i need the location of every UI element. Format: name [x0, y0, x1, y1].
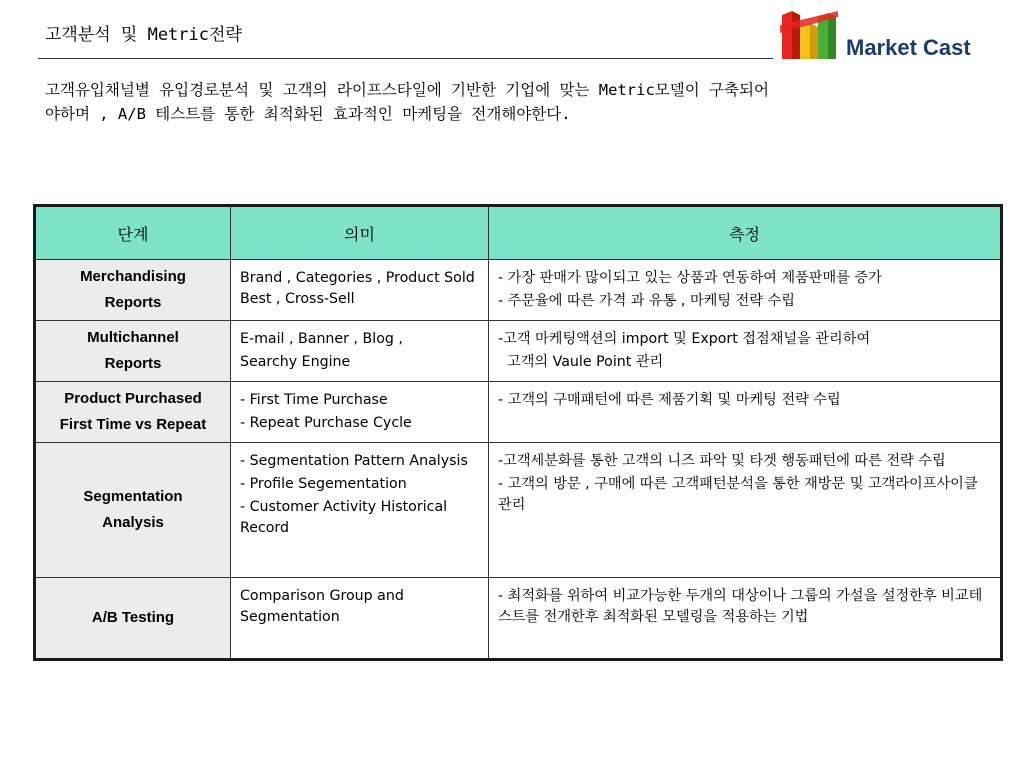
- measure-text: - 최적화를 위하여 비교가능한 두개의 대상이나 그룹의 가설을 설정한후 비교테스트를 전개한후 최적화된 모델링을 적용하는 기법: [498, 588, 983, 625]
- measure-text: -고객세분화를 통한 고객의 니즈 파악 및 타겟 행동패턴에 따른 전략 수립: [498, 453, 946, 469]
- header-measure: 측정: [489, 206, 1002, 260]
- measure-text: 고객의 Vaule Point 관리: [507, 354, 664, 370]
- table-row: [35, 578, 1002, 660]
- measure-text: -고객 마케팅액션의 import 및 Export 접점채널을 관리하여: [498, 331, 871, 347]
- stage-text: Reports: [104, 355, 162, 372]
- logo-bars-icon: [778, 5, 844, 63]
- table-row: [35, 382, 1002, 443]
- title-divider: [38, 58, 773, 59]
- meaning-cell: [231, 578, 489, 660]
- stage-text: Product Purchased: [64, 390, 202, 407]
- stage-text: Reports: [104, 294, 162, 311]
- stage-cell: [35, 321, 231, 382]
- intro-statement: [45, 78, 995, 126]
- measure-text: - 고객의 방문 , 구매에 따른 고객패턴분석을 통한 재방문 및 고객라이프사이클 관리: [498, 476, 978, 513]
- table-row: [35, 321, 1002, 382]
- page-title: 고객분석 및 Metric전략: [45, 25, 242, 45]
- stage-text: A/B Testing: [91, 609, 175, 626]
- meaning-text: Brand , Categories , Product Sold Best , Cross-Sell: [240, 270, 475, 307]
- meaning-cell: [231, 443, 489, 578]
- intro-line-1: 고객유입채널별 유입경로분석 및 고객의 라이프스타일에 기반한 기업에 맞는 Metric모델이 구축되어: [45, 81, 769, 99]
- table-row: [35, 443, 1002, 578]
- stage-text: First Time vs Repeat: [59, 416, 207, 433]
- measure-cell: [489, 443, 1002, 578]
- measure-text: - 고객의 구매패턴에 따른 제품기획 및 마케팅 전략 수립: [498, 392, 841, 408]
- metrics-table: [33, 204, 1003, 661]
- measure-cell: [489, 578, 1002, 660]
- stage-text: Analysis: [102, 514, 164, 531]
- measure-cell: [489, 321, 1002, 382]
- meaning-text: - Repeat Purchase Cycle: [240, 415, 412, 431]
- meaning-text: Searchy Engine: [240, 354, 351, 370]
- measure-cell: [489, 382, 1002, 443]
- meaning-text: - Profile Segementation: [240, 476, 407, 492]
- meaning-text: - First Time Purchase: [240, 392, 388, 408]
- measure-text: - 주문율에 따른 가격 과 유통 , 마케팅 전략 수립: [498, 293, 795, 309]
- meaning-cell: [231, 382, 489, 443]
- stage-text: Multichannel: [87, 329, 179, 346]
- table-row: [35, 260, 1002, 321]
- meaning-text: - Customer Activity Historical Record: [240, 499, 448, 536]
- market-cast-logo: [778, 5, 1018, 63]
- stage-cell: [35, 443, 231, 578]
- meaning-text: E-mail , Banner , Blog ,: [240, 331, 403, 347]
- header-meaning: 의미: [231, 206, 489, 260]
- stage-text: Merchandising: [80, 268, 186, 285]
- logo-wordmark: Market Cast: [846, 35, 971, 60]
- header-stage: 단계: [35, 206, 231, 260]
- stage-cell: [35, 578, 231, 660]
- meaning-cell: [231, 260, 489, 321]
- table-header-row: [35, 206, 1002, 260]
- stage-cell: [35, 260, 231, 321]
- stage-text: Segmentation: [83, 488, 183, 505]
- meaning-cell: [231, 321, 489, 382]
- stage-cell: [35, 382, 231, 443]
- meaning-text: Comparison Group and Segmentation: [240, 588, 404, 625]
- meaning-text: - Segmentation Pattern Analysis: [240, 453, 468, 469]
- intro-line-2: 야하며 , A/B 테스트를 통한 최적화된 효과적인 마케팅을 전개해야한다.: [45, 105, 571, 123]
- measure-cell: [489, 260, 1002, 321]
- measure-text: - 가장 판매가 많이되고 있는 상품과 연동하여 제품판매를 증가: [498, 270, 882, 286]
